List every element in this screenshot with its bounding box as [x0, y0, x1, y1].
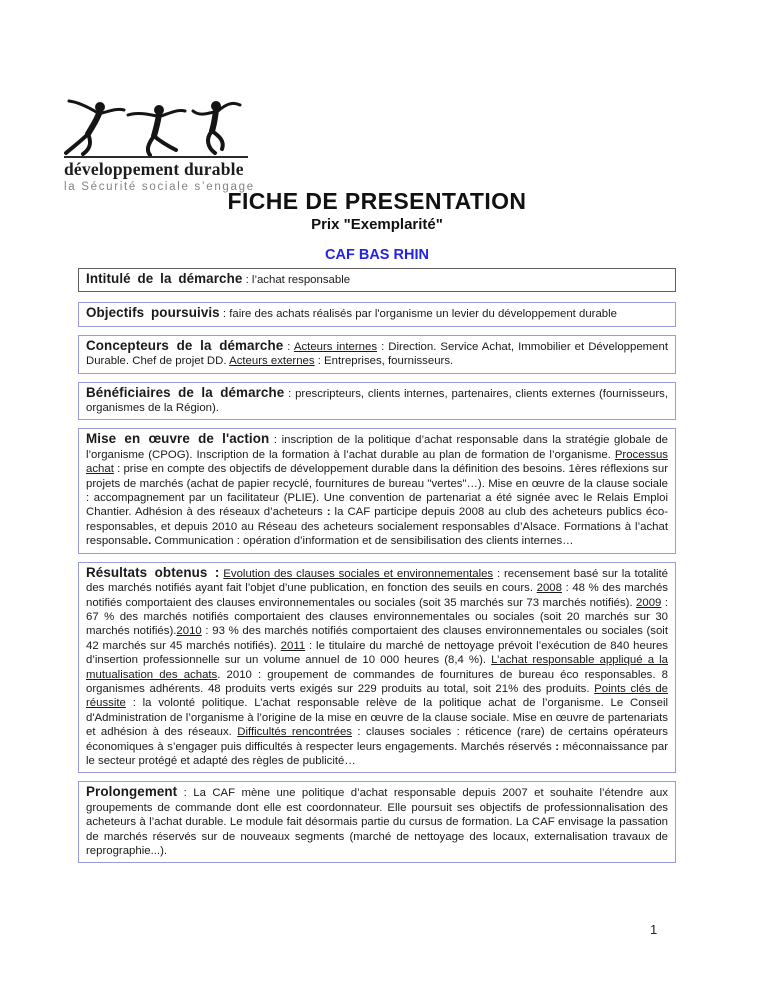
logo-title: développement durable: [64, 159, 244, 179]
section-prolongement: [78, 781, 676, 863]
developpement-durable-logo: [64, 98, 255, 193]
dancing-figures-icon: [64, 98, 246, 156]
section-text: Résultats obtenus : Evolution des clauses sociales et environnementales : recensement basé sur la totalité des marchés notifiés ayant fait l’objet d’une publication, en fonction des seuils en cours. 2008 : 48 % des marchés notifiés comportaient des clauses environnementales ou sociales (soit 35 marchés sur 73 marchés notifiés). 2009 : 67 % des marchés notifiés comportaient des clauses environnementales ou sociales (soit 20 marchés sur 30 marchés notifiés).2010 : 93 % des marchés notifiés comportaient des clauses environnementales ou sociales (soit 42 marchés sur 45 marchés notifiés). 2011 : le titulaire du marché de nettoyage prévoit l’exécution de 840 heures d’insertion professionnelle sur un volume annuel de 10 000 heures (8,4 %). L’achat responsable appliqué a la mutualisation des achats. 2010 : groupement de commandes de fournitures de bureau éco responsables. 8 organismes adhérents. 48 produits verts exigés sur 229 produits au total, soit 21% des produits. Points clés de réussite : la volonté politique. L’achat responsable relève de la politique achat de l’organisme. Le Conseil d'Administration de l’organisme à l’origine de la mise en œuvre de la clause sociale. Mise en œuvre de partenariats et adhésion à des réseaux. Difficultés rencontrées : clauses sociales : réticence (rare) de certains opérateurs économiques à s’engager puis difficultés à respecter leurs engagements. Marchés réservés : méconnaissance par le secteur protégé et adapté des règles de publicité…: [86, 564, 669, 767]
section-resultats: [78, 562, 676, 774]
section-concepteurs: [78, 335, 676, 374]
document-header: [78, 188, 676, 263]
section-mise-en-oeuvre: [78, 428, 676, 553]
section-intitule: [78, 268, 676, 292]
section-text: Prolongement : La CAF mène une politique d’achat responsable depuis 2007 et souhaite l’étendre aux groupements de commande dont elle est coordonnateur. Elle poursuit ses objectifs de professionnalisation des acheteurs à l’achat durable. Le module fait désormais partie du cursus de formation. La CAF envisage la passation de marchés réservés sur de nouveaux segments (marché de nettoyage des locaux, externalisation travaux de reprographie...).: [86, 784, 668, 857]
section-objectifs: [78, 302, 676, 326]
section-text: Bénéficiaires de la démarche : prescripteurs, clients internes, partenaires, clients externes (fournisseurs, organismes de la Région).: [86, 384, 668, 415]
logo-divider: [64, 156, 248, 158]
page-subtitle: Prix "Exemplarité": [311, 216, 443, 233]
sections: [78, 268, 676, 871]
page-number: 1: [650, 922, 658, 937]
section-beneficiaires: [78, 382, 676, 421]
section-text: Mise en œuvre de l'action : inscription de la politique d’achat responsable dans la stratégie globale de l’organisme (CPOG). Inscription de la formation à l’achat durable au plan de formation de l’organisme. Processus achat : prise en compte des objectifs de développement durable dans la définition des besoins. 1ères réflexions sur projets de marchés (achat de papier recyclé, fournitures de bureau "vertes"…). Mise en œuvre de la clause sociale : accompagnement par un facilitateur (PLIE). Une convention de partenariat a été signée avec le Relais Emploi Chantier. Adhésion à des réseaux d’acheteurs : la CAF participe depuis 2008 au club des acheteurs publics éco-responsables, et depuis 2010 au Réseau des acheteurs socialement responsables d’Alsace. Formations à l’achat responsable. Communication : opération d’information et de sensibilisation des clients internes…: [86, 431, 668, 548]
logo-tagline: la Sécurité sociale s’engage: [64, 181, 255, 193]
organization-name: CAF BAS RHIN: [325, 247, 429, 263]
section-text: Concepteurs de la démarche : Acteurs internes : Direction. Service Achat, Immobilier et Développement Durable. Chef de projet DD. Acteurs externes : Entreprises, fournisseurs.: [86, 337, 668, 368]
section-text: Intitulé de la démarche : l’achat responsable: [86, 271, 351, 286]
section-text: Objectifs poursuivis : faire des achats réalisés par l'organisme un levier du développement durable: [86, 305, 618, 321]
page-title: FICHE DE PRESENTATION: [227, 188, 527, 214]
